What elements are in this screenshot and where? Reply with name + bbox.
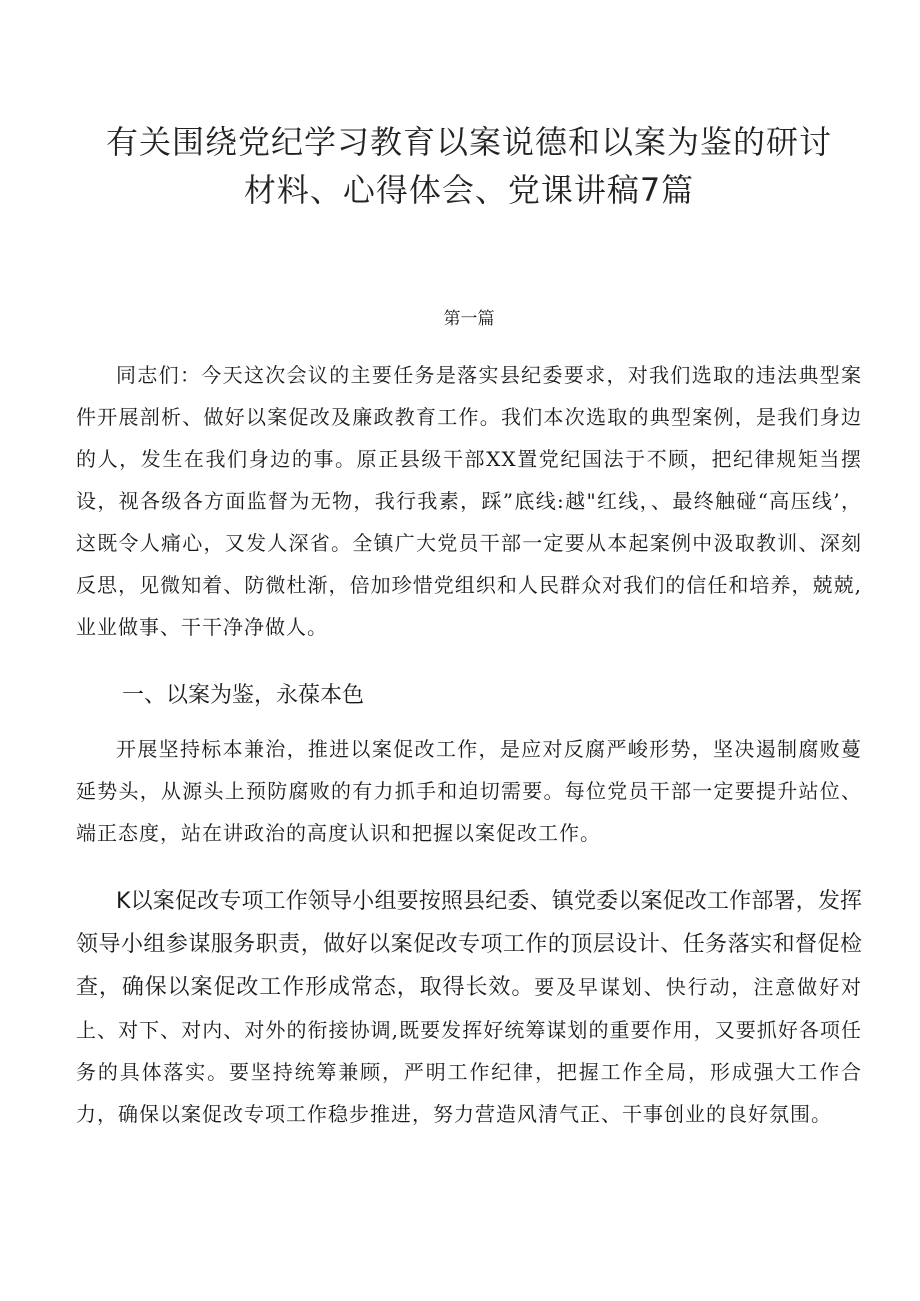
paragraph-3: [76, 880, 862, 1135]
section-label: 第一篇: [443, 309, 495, 329]
paragraph-3-rest: 要及早谋划、快行动，注意做好对上、对下、对内、对外的衔接协调,既要发挥好统筹谋划的重要作用，又要抓好各项任务的具体落实。要坚持统筹兼顾，严明工作纪律，把握工作全局，形成强大工作合力，确保以案促改专项工作稳步推进，努力营造风清气正、干事创业的良好氛围。: [76, 975, 862, 1126]
paragraph-2: 开展坚持标本兼治，推进以案促改工作，是应对反腐严峻形势，坚决遏制腐败蔓延势头，从源头上预防腐败的有力抓手和迫切需要。每位党员干部一定要提升站位、端正态度，站在讲政治的高度认识和把握以案促改工作。: [76, 737, 862, 845]
paragraph-3-lead: K以案促改专项工作领导小组要按照县纪委、镇党委以案促改工作部署，发挥领导小组参谋服务职责，做好以案促改专项工作的顶层设计、任务落实和督促检查，确保以案促改工作形成常态，取得长效。: [76, 889, 862, 1000]
paragraph-1: 同志们：今天这次会议的主要任务是落实县纪委要求，对我们选取的违法典型案件开展剖析、做好以案促改及廉政教育工作。我们本次选取的典型案例，是我们身边的人，发生在我们身边的事。原正县级干部XX置党纪国法于不顾，把纪律规矩当摆设，视各级各方面监督为无物，我行我素，踩”底线:越"红线，、最终触碰“高压线’，这既令人痛心，又发人深省。全镇广大党员干部一定要从本起案例中汲取教训、深刻反思，见微知着、防微杜渐，倍加珍惜党组织和人民群众对我们的信任和培养，兢兢,业业做事、干干净净做人。: [76, 363, 862, 639]
section-heading-1: 一、以案为鉴，永葆本色: [122, 683, 365, 708]
document-title: [76, 0, 862, 214]
title-line-2: 材料、心得体会、党课讲稿7篇: [243, 171, 695, 209]
title-line-1: 有关围绕党纪学习教育以案说德和以案为鉴的研讨: [105, 123, 832, 161]
